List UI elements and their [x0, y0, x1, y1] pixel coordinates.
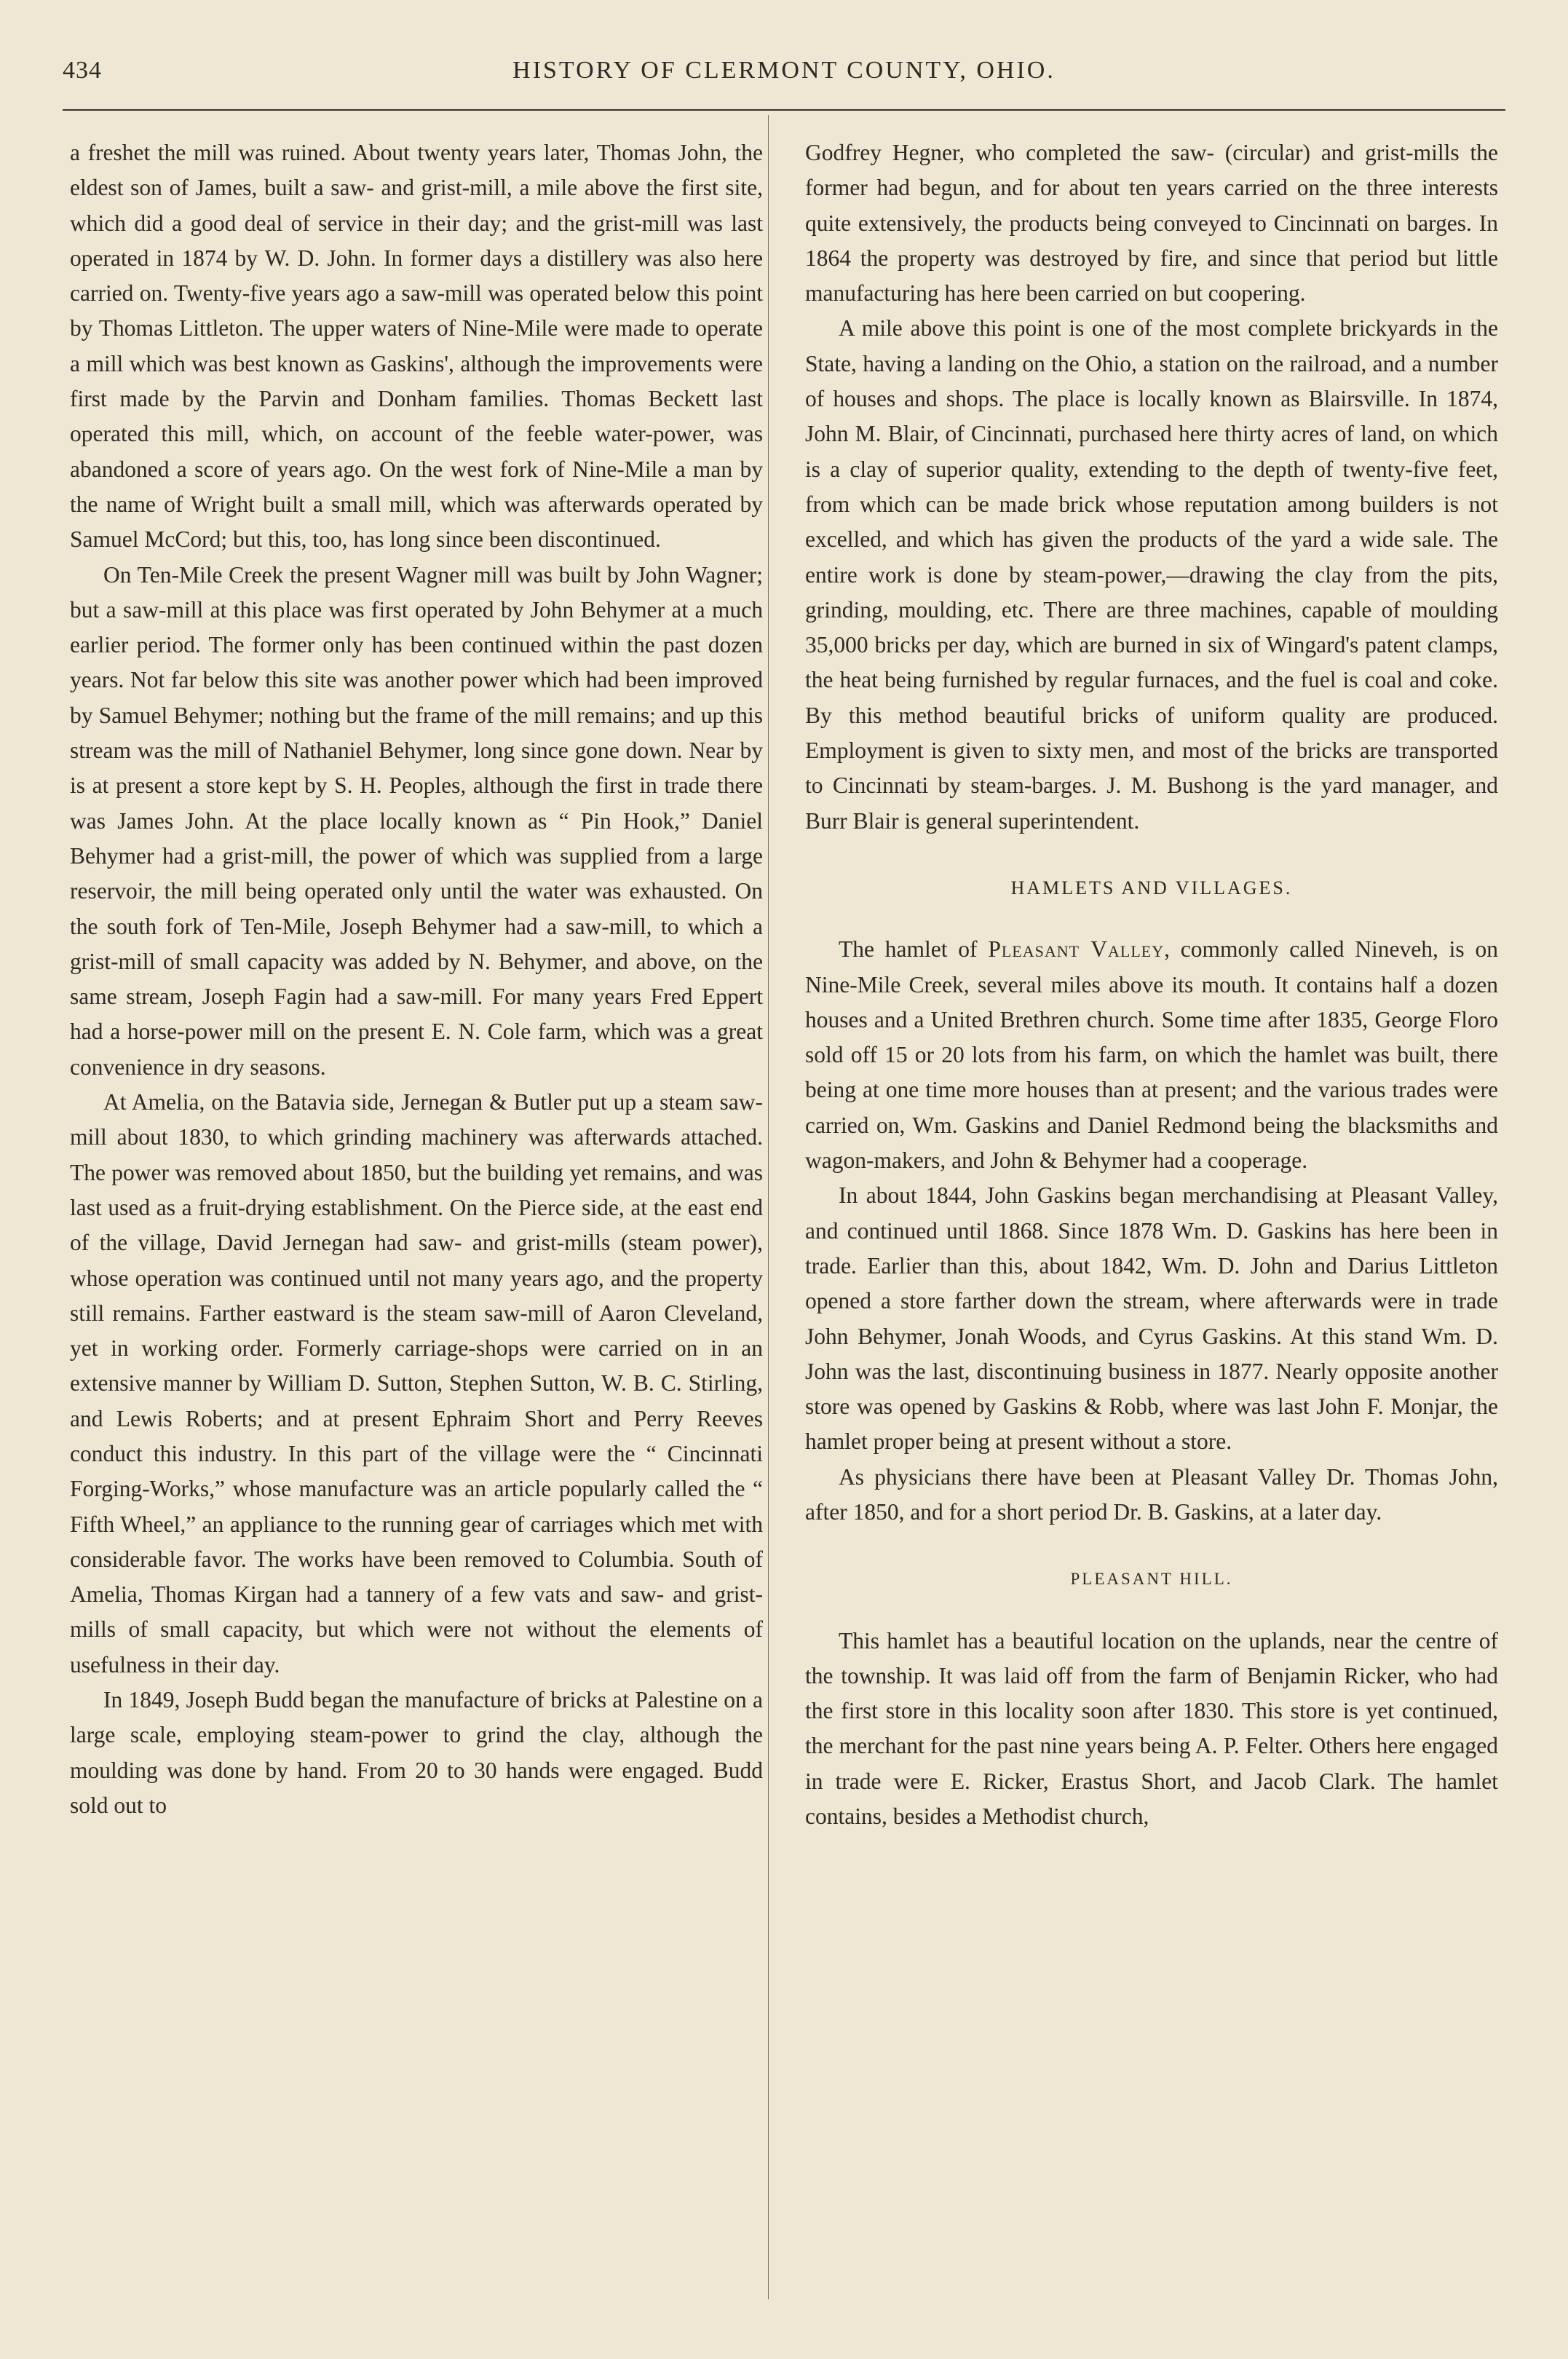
section-heading: HAMLETS AND VILLAGES. — [1010, 877, 1293, 898]
column-divider — [768, 115, 769, 2299]
paragraph: Godfrey Hegner, who completed the saw- (circular) and grist-mills the former had begun, and for about ten years carried on the three interests quite extensively, the products being conveyed to Cincinnati on barges. In 1864 the property was destroyed by fire, and since that period but little manufacturing has here been carried on but coopering. — [805, 140, 1498, 307]
place-name: Pleasant Valley — [988, 936, 1165, 963]
paragraph-rest: , commonly called Nineveh, is on Nine-Mile Creek, several miles above its mouth. It contains half a dozen houses and a United Brethren church. Some time after 1835, George Floro sold off 15 or 20 lots from his farm, on which the hamlet was built, there being at one time more houses than at present; and the various trades were carried on, Wm. Gaskins and Daniel Redmond being the blacksmiths and wagon-makers, and John & Behymer had a cooperage. — [805, 936, 1498, 1174]
page-header — [63, 57, 1505, 100]
header-rule — [63, 109, 1505, 111]
subsection-heading: PLEASANT HILL. — [1070, 1570, 1233, 1589]
paragraph: This hamlet has a beautiful location on the uplands, near the centre of the township. It was laid off from the farm of Benjamin Ricker, who had the first store in this locality soon after 1830. This store is yet continued, the merchant for the past nine years being A. P. Felter. Others here engaged in trade were E. Ricker, Erastus Short, and Jacob Clark. The hamlet contains, besides a Methodist church, — [805, 1627, 1498, 1830]
page-number: 434 — [63, 57, 102, 84]
paragraph: a freshet the mill was ruined. About twenty years later, Thomas John, the eldest son of James, built a saw- and grist-mill, a mile above the first site, which did a good deal of service in their day; and the grist-mill was last operated in 1874 by W. D. John. In former days a distillery was also here carried on. Twenty-five years ago a saw-mill was operated below this point by Thomas Littleton. The upper waters of Nine-Mile were made to operate a mill which was best known as Gaskins', although the improvements were first made by the Parvin and Donham families. Thomas Beckett last operated this mill, which, on account of the feeble water-power, was abandoned a score of years ago. On the west fork of Nine-Mile a man by the name of Wright built a small mill, which was afterwards operated by Samuel McCord; but this, too, has long since been discontinued. — [70, 140, 763, 553]
paragraph: At Amelia, on the Batavia side, Jernegan & Butler put up a steam saw-mill about 1830, to which grinding machinery was afterwards attached. The power was removed about 1850, but the building yet remains, and was last used as a fruit-drying establishment. On the Pierce side, at the east end of the village, David Jernegan had saw- and grist-mills (steam power), whose operation was continued until not many years ago, and the property still remains. Farther eastward is the steam saw-mill of Aaron Cleveland, yet in working order. Formerly carriage-shops were carried on in an extensive manner by William D. Sutton, Stephen Sutton, W. B. C. Stirling, and Lewis Roberts; and at present Ephraim Short and Perry Reeves conduct this industry. In this part of the village were the “ Cincinnati Forging-Works,” whose manufacture was an article popularly called the “ Fifth Wheel,” an appliance to the running gear of carriages which met with considerable favor. The works have been removed to Columbia. South of Amelia, Thomas Kirgan had a tannery of a few vats and saw- and grist-mills of small capacity, but which were not without the elements of usefulness in their day. — [70, 1089, 763, 1678]
paragraph-lead: The hamlet of — [839, 936, 989, 963]
paragraph: In about 1844, John Gaskins began merchandising at Pleasant Valley, and continued until 1868. Since 1878 Wm. D. Gaskins has here been in trade. Earlier than this, about 1842, Wm. D. John and Darius Littleton opened a store farther down the stream, where afterwards were in trade John Behymer, Jonah Woods, and Cyrus Gaskins. At this stand Wm. D. John was the last, discontinuing business in 1877. Nearly opposite another store was opened by Gaskins & Robb, where was last John F. Monjar, the hamlet proper being at present without a store. — [805, 1182, 1498, 1455]
left-column — [70, 135, 763, 1823]
paragraph: A mile above this point is one of the most complete brickyards in the State, having a landing on the Ohio, a station on the railroad, and a number of houses and shops. The place is locally known as Blairsville. In 1874, John M. Blair, of Cincinnati, purchased here thirty acres of land, on which is a clay of superior quality, extending to the depth of twenty-five feet, from which can be made brick whose reputation among builders is not excelled, and which has given the products of the yard a wide sale. The entire work is done by steam-power,—drawing the clay from the pits, grinding, moulding, etc. There are three machines, capable of moulding 35,000 bricks per day, which are burned in six of Wingard's patent clamps, the heat being furnished by regular furnaces, and the fuel is coal and coke. By this method beautiful bricks of uniform quality are produced. Employment is given to sixty men, and most of the bricks are transported to Cincinnati by steam-barges. J. M. Bushong is the yard manager, and Burr Blair is general superintendent. — [805, 315, 1498, 834]
paragraph: On Ten-Mile Creek the present Wagner mill was built by John Wagner; but a saw-mill at this place was first operated by John Behymer at a much earlier period. The former only has been continued within the past dozen years. Not far below this site was another power which had been improved by Samuel Behymer; nothing but the frame of the mill remains; and up this stream was the mill of Nathaniel Behymer, long since gone down. Near by is at present a store kept by S. H. Peoples, although the first in trade there was James John. At the place locally known as “ Pin Hook,” Daniel Behymer had a grist-mill, the power of which was supplied from a large reservoir, the mill being operated only until the water was exhausted. On the south fork of Ten-Mile, Joseph Behymer had a saw-mill, to which a grist-mill of small capacity was added by N. Behymer, and above, on the same stream, Joseph Fagin had a saw-mill. For many years Fred Eppert had a horse-power mill on the present E. N. Cole farm, which was a great convenience in dry seasons. — [70, 561, 763, 1080]
paragraph — [805, 932, 1498, 1178]
paragraph: As physicians there have been at Pleasant Valley Dr. Thomas John, after 1850, and for a short period Dr. B. Gaskins, at a later day. — [805, 1463, 1498, 1525]
running-head: HISTORY OF CLERMONT COUNTY, OHIO. — [512, 57, 1056, 84]
paragraph: In 1849, Joseph Budd began the manufacture of bricks at Palestine on a large scale, employing steam-power to grind the clay, although the moulding was done by hand. From 20 to 30 hands were engaged. Budd sold out to — [70, 1687, 763, 1818]
right-column — [805, 135, 1498, 1834]
